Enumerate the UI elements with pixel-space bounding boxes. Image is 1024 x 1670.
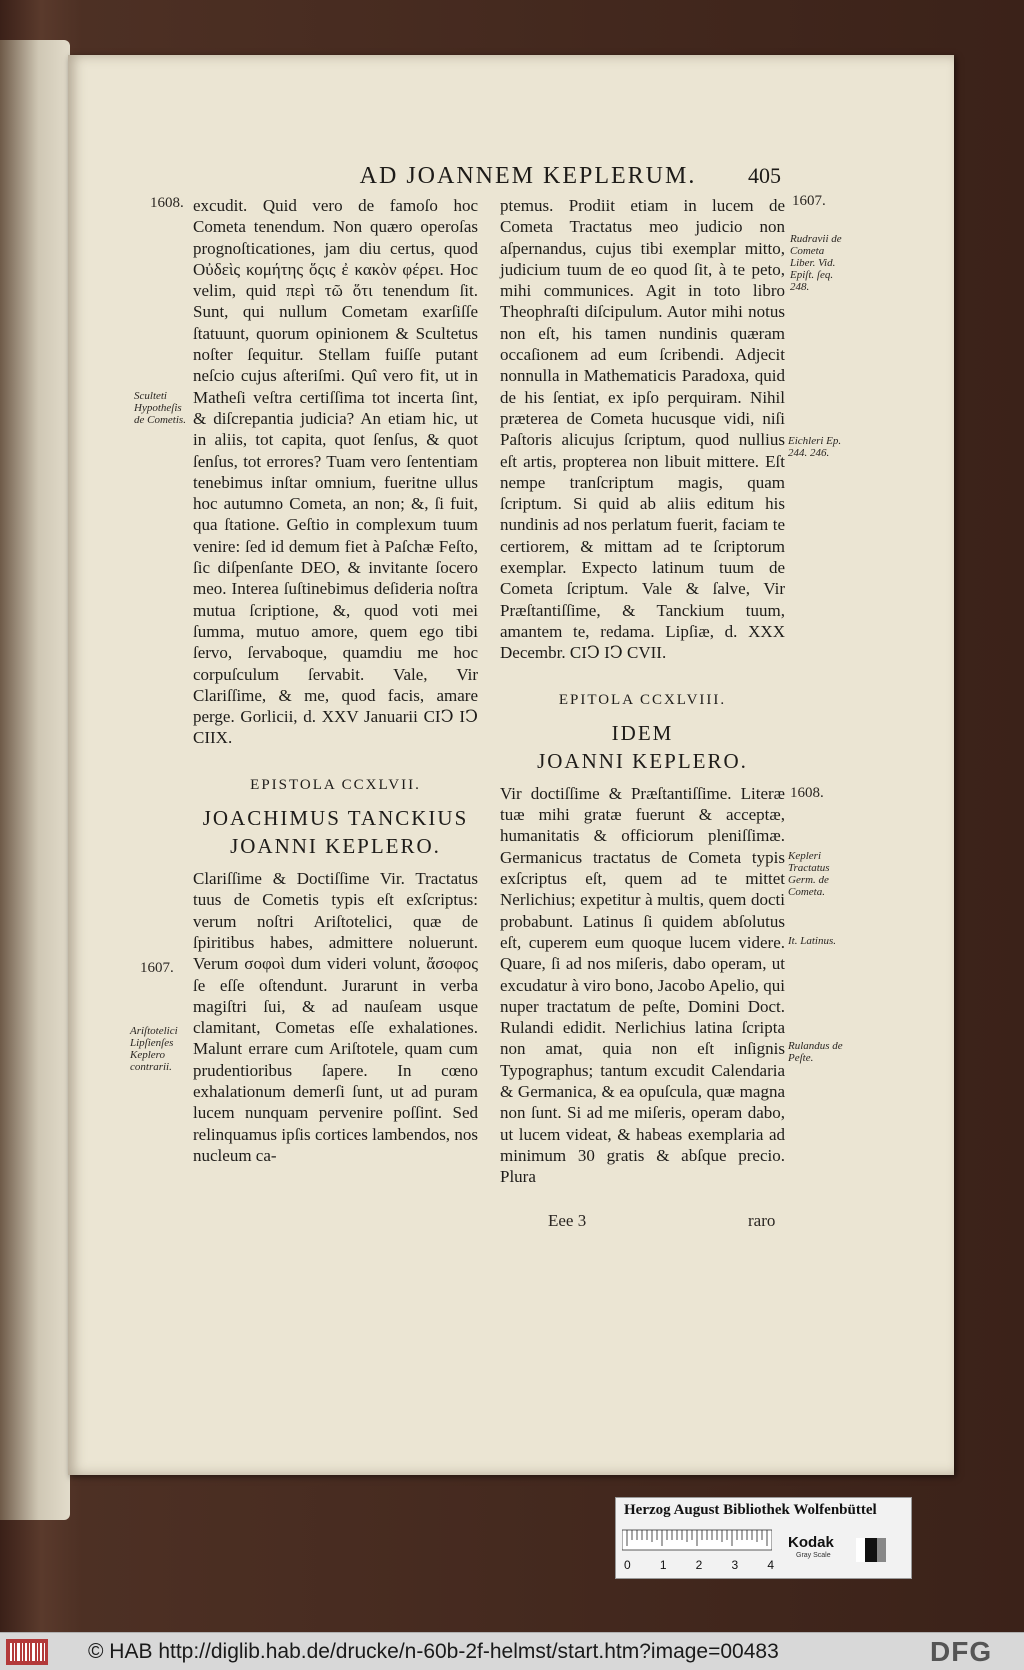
- margin-year: 1608.: [150, 195, 184, 211]
- grayscale-patch: [856, 1538, 886, 1562]
- right-column: [500, 195, 785, 1187]
- margin-note: Eichleri Ep. 244. 246.: [788, 435, 842, 459]
- colorcard-title: Herzog August Bibliothek Wolfenbüttel: [624, 1502, 877, 1518]
- scale-number: 0: [624, 1558, 631, 1572]
- footer-bar: [0, 1632, 1024, 1670]
- margin-year: 1607.: [140, 960, 174, 976]
- letter-text-start: Clariſſime & Doctiſſime Vir. Tractatus tuus de Cometis typis eſt exſcriptus: verum noſtri Ariſtotelici, quæ de ſpiritibus habes, admittere noluerunt. Verum σοφοὶ dum videri volunt, ἄσοφος ſe eſſe oſtendunt. Jurarunt in verba magiſtri ſui, & ad nauſeam usque clamitant, Cometas eſſe exhalationes. Malunt errare cum Ariſtotele, quam cum prudentioribus ſapere. In cœno exhalationum demerſi ſunt, ut ad puram lucem nunquam pervenire poſſint. Sed relinquamus ipſis cortices lambendos, nos nucleum ca-: [193, 869, 478, 1165]
- epistola-author: IDEM: [611, 720, 674, 745]
- scale-numbers: [624, 1558, 774, 1572]
- previous-page-edge: [0, 40, 70, 1520]
- barcode-icon: [6, 1639, 48, 1665]
- page-number: 405: [748, 163, 781, 188]
- catchword: raro: [748, 1211, 776, 1230]
- ruler-scale-icon: [622, 1528, 772, 1552]
- letter-text-start: Vir doctiſſime & Præſtantiſſime. Literæ tuæ mihi gratæ fuerunt & acceptæ, humanitatis & officiorum pleniſſimæ. Germanicus tractatus de Cometa typis exſcriptus eſt, quem ad te mittet Nerlichius; expetitur à multis, quem docti probabunt. Latinus ſi quidem abſolutus eſt, cuperem eum quoque lucem videre. Quare, ſi ad nos miſeris, dabo operam, ut excudatur à viro bono, Jacobo Apelio, qui nuper tractatum de peſte, Domini Doct. Rulandi edidit. Nerlichius latina ſcripta non amat, quia non eſt inſignis Typographus; tantum excudit Calendaria & Germanica, & ea opuſcula, quæ magna non ſunt. Si ad me miſeris, operam dabo, ut lucem videat, & habeas exemplaria ad minimum 30 gratis & abſque precio. Plura: [500, 783, 785, 1187]
- running-head: AD JOANNEM KEPLERUM.: [359, 163, 697, 189]
- letter-text-end: ptemus. Prodiit etiam in lucem de Cometa Tractatus meo judicio non aſpernandus, cujus tibi exemplar mitto, judicium tuum de eo quod ſit, à te peto, mihi communices. Agit in toto libro Theophraſti diſcipulum. Autor mihi notus non eſt, his tamen nundinis quæram occaſionem ad eum ſcribendi. Adjecit nonnulla in Mathematicis Paradoxa, quid de his ſentiat, ex ipſo perquiram. Nihil præterea de Cometa hucusque vidi, niſi Paſtoris alicujus ſcriptum, quod nullius eſt artis, propterea non libuit mittere. Eſt nempe tranſcriptum magis, quam ſcriptum. Si quid ab aliis editum his nundinis ad nos perlatum fuerit, faciam te certiorem, & mittam ad te ſcriptorum exemplar. Expecto latinum tuum de Cometa ſcriptum. Vale & ſalve, Vir Præſtantiſſime, & Tanckium tuum, amantem te, redama. Lipſiæ, d. XXX Decembr. CIↃ IↃ CVII.: [500, 196, 785, 663]
- epistola-recipient: JOANNI KEPLERO.: [537, 748, 748, 773]
- epistola-label: EPITOLA CCXLVIII.: [558, 691, 727, 708]
- margin-note: Kepleri Tractatus Germ. de Cometa.: [788, 850, 830, 898]
- source-url[interactable]: © HAB http://diglib.hab.de/drucke/n-60b-2f-helmst/start.htm?image=00483: [88, 1640, 779, 1663]
- epistola-recipient: JOANNI KEPLERO.: [230, 834, 441, 859]
- margin-note: It. Latinus.: [788, 935, 836, 947]
- scale-number: 4: [767, 1558, 774, 1572]
- scale-number: 2: [695, 1558, 703, 1572]
- margin-note: Sculteti Hypotheſis de Cometis.: [134, 390, 186, 426]
- scale-number: 1: [659, 1558, 667, 1572]
- signature-mark: Eee 3: [548, 1211, 587, 1230]
- grayscale-label: Gray Scale: [796, 1552, 831, 1559]
- book-page: [68, 55, 954, 1475]
- epistola-author: JOACHIMUS TANCKIUS: [202, 806, 469, 831]
- dfg-logo: DFG: [930, 1636, 993, 1667]
- color-card: [615, 1497, 912, 1579]
- margin-year: 1607.: [792, 193, 826, 209]
- kodak-label: Kodak: [788, 1534, 834, 1551]
- margin-year: 1608.: [790, 785, 824, 801]
- left-column: [193, 195, 478, 1166]
- margin-note: Rulandus de Peſte.: [788, 1040, 843, 1064]
- letter-text-end: excudit. Quid vero de famoſo hoc Cometa tenendum. Non quæro operoſas prognoſticationes, jam diu certus, quod Οὐδεὶς κομήτης ὅςις ἐ κακὸν φέρει. Hoc velim, quid περὶ τῶ ὅτι tenendum ſit. Sunt, qui nullum Cometam exarſiſſe ſtatuunt, quorum opinionem & Scultetus noſter ſequitur. Stellam fuiſſe putant neſcio cujus aſteriſmi. Quî vero fit, ut in Matheſi veſtra certiſſima tot incerta ſint, & diſcrepantia judicia? An etiam hic, ut in aliis, tot capita, quot ſenſus, & quot ſenſus, tot errores? Tuam vero ſententiam tenebimus inſtar omnium, fueritne ullus hoc autumno Cometa, an non; &, ſi fuit, qua ſtatione. Geſtio in complexum tuum venire: ſed id demum fiet à Paſchæ Feſto, ſic diſpenſante DEO, & invitante ſocero meo. Interea ſuſtinebimus deſideria noſtra mutua ſcriptione, &, quod voti mei ſumma, mutuo amore, quem ego tibi ſervo, ſervaboque, quamdiu me hoc corpuſculum ſervabit. Vale, Vir Clariſſime, & me, quod facis, amare perge. Gorlicii, d. XXV Januarii CIↃ IↃ CIIX.: [193, 196, 478, 748]
- margin-note: Ariſtotelici Lipſienſes Keplero contrarii.: [130, 1025, 178, 1073]
- epistola-label: EPISTOLA CCXLVII.: [250, 776, 421, 793]
- scale-number: 3: [731, 1558, 739, 1572]
- margin-note: Rudravii de Cometa Liber. Vid. Epiſt. ſeq. 248.: [790, 233, 842, 293]
